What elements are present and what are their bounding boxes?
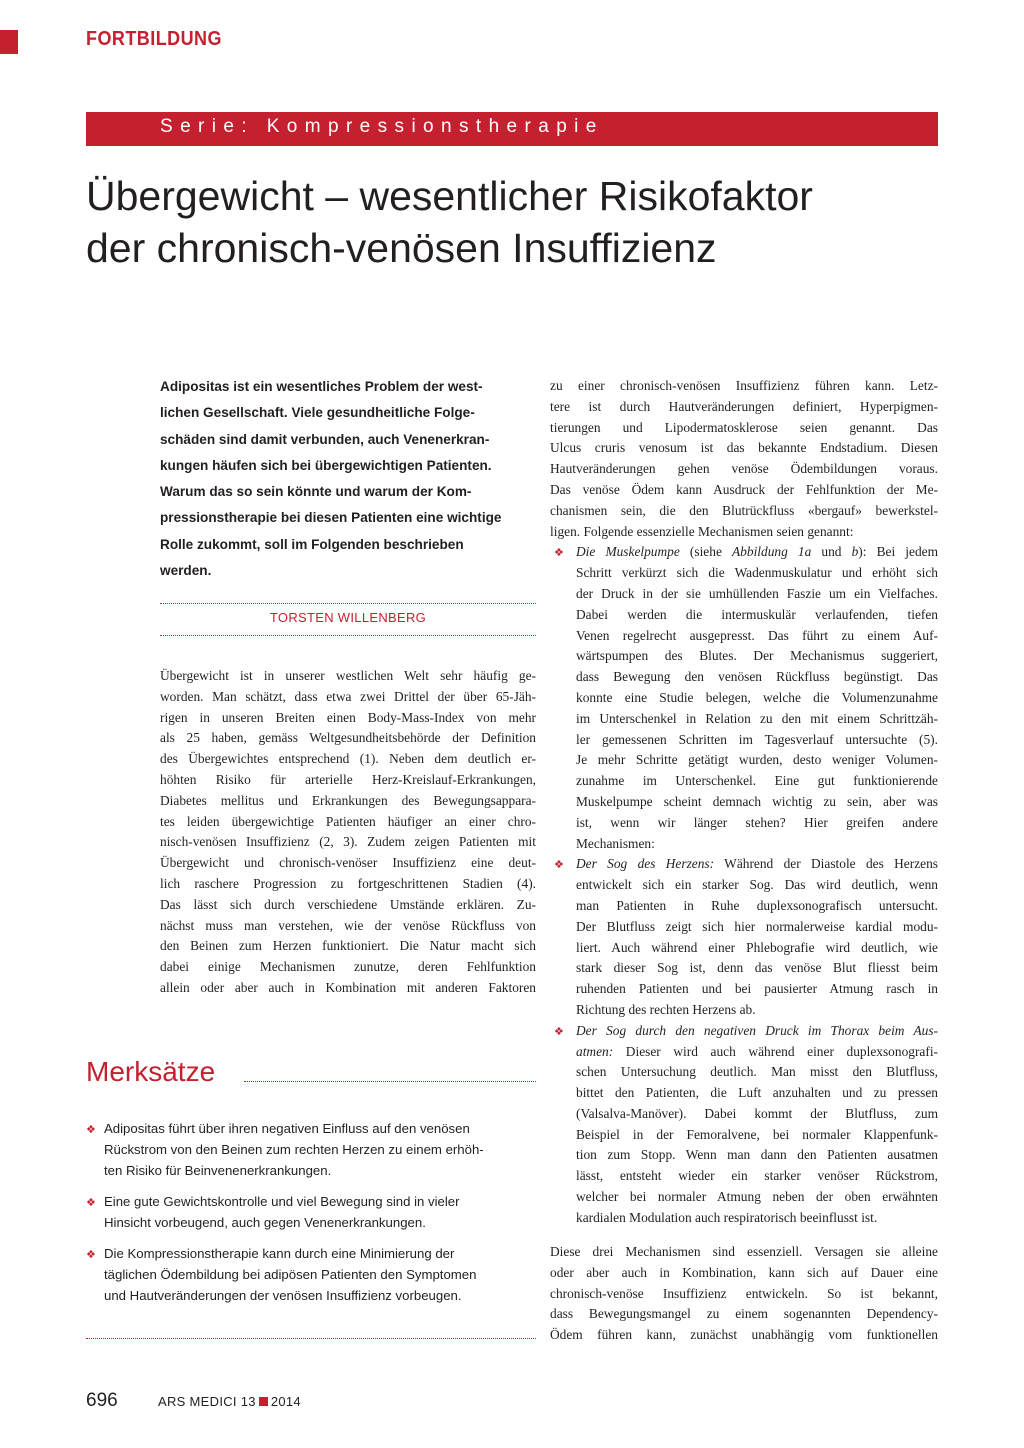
text-line: der Druck in der sie umhüllenden Faszie um ein Vielfaches.	[576, 585, 938, 601]
text-line: liert. Auch während einer Phlebografie wird deutlich, wie	[576, 939, 938, 955]
text-line: lässt, entsteht wieder ein starker venöser Rückstrom,	[576, 1168, 938, 1184]
bullet-muscle-pump-first-line: ❖ Die Muskelpumpe (siehe Abbildung 1a und b): Bei jedem	[550, 542, 938, 563]
text-line: Richtung des rechten Herzens ab.	[576, 1001, 756, 1017]
text-line: höhten Risiko für arterielle Herz-Kreislauf-Erkrankungen,	[160, 771, 536, 787]
text-line: ist, wenn wir länger stehen? Hier greifen andere	[576, 814, 938, 830]
text-line: stark dieser Sog ist, denn das venöse Blut fliesst beim	[576, 960, 938, 976]
intro-line: schäden sind damit verbunden, auch Venenerkran-	[160, 431, 490, 447]
journal-name: ARS MEDICI 13	[158, 1394, 256, 1409]
diamond-bullet-icon: ❖	[554, 546, 564, 560]
text-line: welcher bei normaler Atmung neben der oben erwähnten	[576, 1189, 938, 1205]
text-line: Mechanismen:	[576, 835, 655, 851]
bullet-thorax-first-line	[550, 1021, 938, 1042]
corner-mark	[0, 30, 18, 54]
text-line: Muskelpumpe scheint demnach wichtig zu sein, aber was	[576, 793, 938, 809]
text-line: man Patienten in Ruhe duplexsonografisch untersucht.	[576, 897, 938, 913]
text-line: Ulcus cruris venosum ist das bekannte Endstadium. Diesen	[550, 440, 938, 456]
intro-line: werden.	[160, 563, 212, 579]
key-point-item: ❖ Eine gute Gewichtskontrolle und viel Bewegung sind in vieler Hinsicht vorbeugend, auch gegen Venenerkrankungen.	[86, 1194, 460, 1230]
diamond-bullet-icon: ❖	[86, 1123, 96, 1136]
text-line: im Unterschenkel in Relation zu den mit einem Schrittzäh-	[576, 710, 938, 726]
diamond-bullet-icon: ❖	[554, 1024, 564, 1038]
red-square-separator	[259, 1397, 268, 1406]
text-line: tierungen und Lipodermatosklerose seien genannt. Das	[550, 419, 938, 435]
diamond-bullet-icon: ❖	[554, 858, 564, 872]
text-line: Diabetes mellitus und Erkrankungen des Bewegungsappara-	[160, 792, 536, 808]
key-points-title-rule	[244, 1081, 536, 1082]
journal-footer	[158, 1394, 301, 1409]
diamond-bullet-icon: ❖	[86, 1196, 96, 1209]
right-column-closing-paragraph	[550, 1242, 938, 1346]
bullet-term: Der Sog des Herzens:	[576, 856, 715, 872]
text-line: bittet den Patienten, die Luft anzuhalten und zu pressen	[576, 1085, 938, 1101]
text-line: zunahme im Unterschenkel. Eine gut funktionierende	[576, 773, 938, 789]
text-line: (Valsalva-Manöver). Dabei kommt der Blutfluss, zum	[576, 1105, 938, 1121]
page-number: 696	[86, 1390, 118, 1411]
text-line: den Beinen zum Herzen funktioniert. Die Natur macht sich	[160, 938, 536, 954]
text-line: konnte eine Studie belegen, welche die Volumenzunahme	[576, 689, 938, 705]
text-line: nächst muss man verstehen, wie der venöse Rückfluss von	[160, 917, 536, 933]
text-line: Beispiel in der Femoralvene, bei normaler Klappenfunk-	[576, 1126, 938, 1142]
text-line: zu einer chronisch-venösen Insuffizienz führen kann. Letz-	[550, 378, 938, 393]
series-banner	[86, 112, 938, 146]
article-title	[86, 170, 966, 274]
text-line: Der Blutfluss zeigt sich hier normalerweise kardial modu-	[576, 918, 938, 934]
text-line: Hautveränderungen gehen venöse Ödembildungen voraus.	[550, 461, 938, 477]
author-divider-top	[160, 603, 536, 604]
text-line: dabei einige Mechanismen zunutze, deren Fehlfunktion	[160, 959, 536, 975]
text-line: Diese drei Mechanismen sind essenziell. Versagen sie alleine	[550, 1244, 938, 1259]
text-line: tes leiden übergewichtige Patienten häufiger an einer chro-	[160, 813, 536, 829]
right-column-body	[550, 376, 938, 1229]
text-line: Übergewicht und chronisch-venöser Insuffizienz eine deut-	[160, 855, 536, 871]
key-points-bottom-rule	[86, 1338, 536, 1339]
intro-line: Adipositas ist ein wesentliches Problem der west-	[160, 379, 483, 394]
key-points-title: Merksätze	[86, 1056, 216, 1087]
intro-line: kungen häufen sich bei übergewichtigen Patienten.	[160, 457, 492, 473]
text-line: chanismen sein, die den Blutrückfluss «bergauf» bewerkstel-	[550, 502, 938, 518]
text-line: kardialen Modulation auch respiratorisch beeinflusst ist.	[576, 1209, 878, 1225]
text-line: Schritt verkürzt sich die Wadenmuskulatur und erhöht sich	[576, 565, 938, 581]
text-line: rigen in unseren Breiten einen Body-Mass-Index von mehr	[160, 709, 536, 725]
text-line: lich raschere Progression zu fortgeschrittenen Stadien (4).	[160, 875, 536, 891]
bullet-thorax-second-line: atmen: Dieser wird auch während einer duplexsonografi-	[576, 1043, 938, 1059]
text-line: tion zum Stopp. Wenn man dann den Patienten ausatmen	[576, 1147, 938, 1163]
text-line: schen Untersuchung deutlich. Man misst den Blutfluss,	[576, 1064, 938, 1080]
left-column-body	[160, 666, 536, 999]
text-line: dass Bewegung den venösen Rückfluss begünstigt. Das	[576, 669, 938, 685]
text-line: ruhenden Patienten und bei pausierter Atmung rasch in	[576, 981, 938, 997]
text-line: ler gemessenen Schritten im Tagesverlauf untersuchte (5).	[576, 731, 938, 747]
text-line: Venen regelrecht ausgepresst. Das führt zu einem Auf-	[576, 627, 938, 643]
text-line: entwickelt sich ein starker Sog. Das wird deutlich, wenn	[576, 877, 938, 893]
bullet-term: Der Sog durch den negativen Druck im Thorax beim Aus-	[576, 1022, 938, 1038]
author-divider-bottom	[160, 635, 536, 636]
text-line: des Übergewichtes entsprechend (1). Neben dem deutlich er-	[160, 751, 536, 767]
title-line-1: Übergewicht – wesentlicher Risikofaktor	[86, 173, 813, 219]
text-line: Ödem führen kann, zunächst unabhängig vom funktionellen	[550, 1327, 938, 1343]
bullet-term: Die Muskelpumpe	[576, 544, 680, 560]
diamond-bullet-icon: ❖	[86, 1248, 96, 1261]
text-line: Das lässt sich durch verschiedene Umstände erklären. Zu-	[160, 896, 536, 912]
text-line: nisch-venösen Insuffizienz (2, 3). Zudem zeigen Patienten mit	[160, 834, 536, 850]
journal-year: 2014	[270, 1394, 301, 1409]
text-line: tere ist durch Hautveränderungen definiert, Hyperpigmen-	[550, 398, 938, 414]
text-line: dass Bewegungsmangel zu einem sogenannten Dependency-	[550, 1306, 938, 1322]
intro-line: lichen Gesellschaft. Viele gesundheitliche Folge-	[160, 405, 475, 421]
intro-line: pressionstherapie bei diesen Patienten eine wichtige	[160, 510, 502, 526]
key-point-item: ❖ Die Kompressionstherapie kann durch eine Minimierung der täglichen Ödembildung bei adipösen Patienten den Symptomen und Hautveränderungen der venösen Insuffizienz vorbeugen.	[86, 1246, 477, 1303]
text-line: als 25 haben, gemäss Weltgesundheitsbehörde der Definition	[160, 730, 536, 746]
text-line: worden. Man schätzt, dass etwa zwei Drittel der über 65-Jäh-	[160, 688, 536, 704]
title-line-2: der chronisch-venösen Insuffizienz	[86, 225, 717, 271]
intro-line: Warum das so sein könnte und warum der Kom-	[160, 484, 472, 500]
text-line: ligen. Folgende essenzielle Mechanismen seien genannt:	[550, 523, 854, 539]
bullet-heart-suction-first-line: ❖ Der Sog des Herzens: Während der Diastole des Herzens	[550, 854, 938, 875]
text-line: allein oder aber auch in Kombination mit anderen Faktoren	[160, 979, 536, 995]
text-line: Je mehr Schritte getätigt wurden, desto weniger Volumen-	[576, 752, 938, 768]
author-name: TORSTEN WILLENBERG	[269, 610, 427, 625]
section-label: FORTBILDUNG	[86, 28, 222, 50]
text-line: Dabei werden die intermuskulär verlaufenden, tiefen	[576, 606, 938, 622]
key-points-list	[86, 1118, 536, 1316]
text-line: Das venöse Ödem kann Ausdruck der Fehlfunktion der Me-	[550, 481, 938, 497]
series-title: Serie: Kompressionstherapie	[160, 116, 604, 137]
text-line: chronisch-venöse Insuffizienz entwickeln. So ist bekannt,	[550, 1285, 938, 1301]
key-point-item: ❖ Adipositas führt über ihren negativen Einfluss auf den venösen Rückstrom von den Beinen zum rechten Herzen zu einem erhöh- ten Risiko für Beinvenenerkrankungen.	[86, 1121, 484, 1178]
intro-abstract	[160, 374, 540, 584]
intro-line: Rolle zukommt, soll im Folgenden beschrieben	[160, 536, 464, 552]
text-line: Übergewicht ist in unserer westlichen Welt sehr häufig ge-	[160, 668, 536, 683]
text-line: wärtspumpen des Blutes. Der Mechanismus suggeriert,	[576, 648, 938, 664]
text-line: oder aber auch in Kombination, kann sich auf Dauer eine	[550, 1264, 938, 1280]
